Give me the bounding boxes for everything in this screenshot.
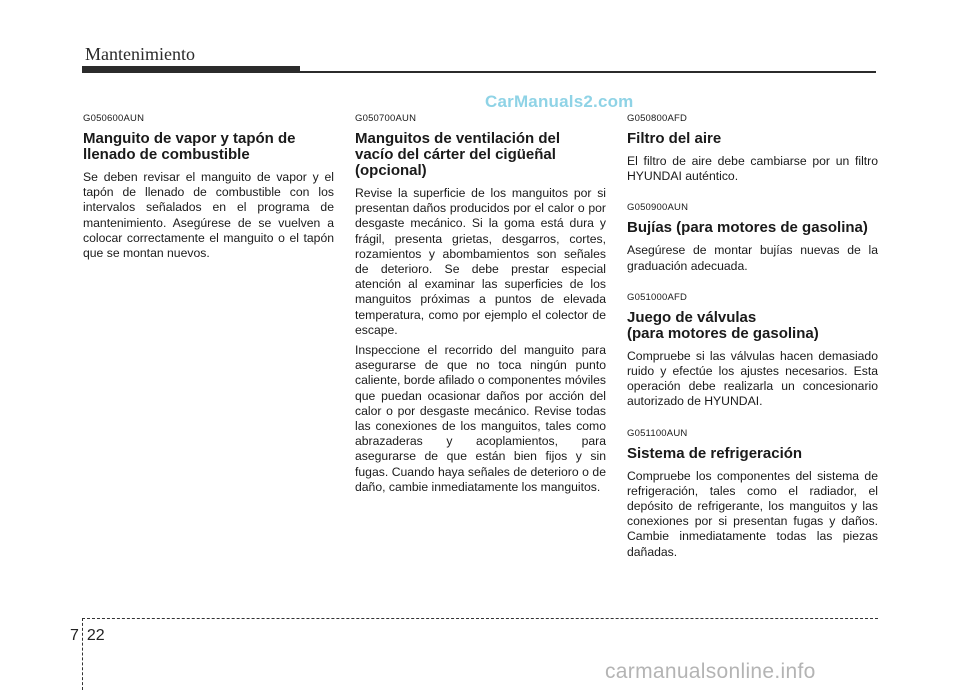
watermark-top: CarManuals2.com <box>485 92 634 111</box>
section-code: G050800AFD <box>627 113 688 124</box>
section-crankcase-ventilation <box>355 113 606 495</box>
section-title: Mantenimiento <box>85 44 195 64</box>
body-paragraph: Se deben revisar el manguito de vapor y el tapón de llenado de combustible con los intervalos señalados en el programa de mantenimiento. Asegúrese de se vuelven a colocar correctamente el manguito o el tapón que se montan nuevos. <box>83 170 334 261</box>
column-1 <box>83 113 334 266</box>
body-paragraph: Compruebe si las válvulas hacen demasiado ruido y efectúe los ajustes necesarios. Esta operación debe realizarla un concesionario autorizado de HYUNDAI. <box>627 348 878 409</box>
section-spark-plugs <box>627 202 878 273</box>
body-paragraph: Revise la superficie de los manguitos por si presentan daños producidos por el calor o por desgaste mecánico. Si la goma está dura y frágil, presenta grietas, desgarros, cortes, rozamientos y abombamientos son señales de deterioro. Se debe prestar especial atención al examinar las superficies de los manguitos próximas a puntos de elevada temperatura, como por ejemplo el colector de escape. <box>355 186 606 337</box>
section-code: G051100AUN <box>627 427 688 439</box>
section-vapor-hose <box>83 113 334 261</box>
section-heading: Bujías (para motores de gasolina) <box>627 219 868 237</box>
page-number <box>70 627 105 645</box>
column-2 <box>355 113 606 500</box>
column-3 <box>627 113 878 565</box>
body-paragraph: El filtro de aire debe cambiarse por un filtro HYUNDAI auténtico. <box>627 154 878 184</box>
section-code: G050700AUN <box>355 113 417 124</box>
section-heading: Sistema de refrigeración <box>627 444 803 462</box>
chapter-number: 7 <box>70 627 79 644</box>
section-heading: Juego de válvulas (para motores de gasolina) <box>627 308 819 342</box>
section-air-filter <box>627 113 878 184</box>
header-bar <box>82 66 300 73</box>
section-code: G050600AUN <box>83 113 145 124</box>
watermark-bottom: carmanualsonline.info <box>605 660 816 683</box>
body-paragraph: Compruebe los componentes del sistema de refrigeración, tales como el radiador, el depósito de refrigerante, los manguitos y las conexiones por si presentan fugas y daños. Cambie inmediatamente todas las piezas dañadas. <box>627 468 878 559</box>
section-valve-clearance <box>627 292 878 410</box>
section-code: G050900AUN <box>627 202 689 214</box>
header-rule <box>300 71 876 73</box>
section-heading: Manguito de vapor y tapón de llenado de combustible <box>83 130 296 163</box>
section-heading: Manguitos de ventilación del vacío del cárter del cigüeñal (opcional) <box>355 130 561 179</box>
page-number-value: 22 <box>86 627 105 644</box>
section-cooling-system <box>627 428 878 560</box>
body-paragraph: Inspeccione el recorrido del manguito para asegurarse de que no toca ningún punto caliente, borde afilado o componentes móviles que puedan ocasionar daños por acción del calor o por desgaste mecánico. Revise todas las conexiones de los manguitos, tales como abrazaderas y acoplamientos, para asegurarse de que están bien fijos y sin fugas. Cuando haya señales de deterioro o de daño, cambie inmediatamente los manguitos. <box>355 343 606 494</box>
footer-rule <box>82 618 878 619</box>
section-heading: Filtro del aire <box>627 130 722 147</box>
section-code: G051000AFD <box>627 291 688 303</box>
body-paragraph: Asegúrese de montar bujías nuevas de la graduación adecuada. <box>627 243 878 273</box>
